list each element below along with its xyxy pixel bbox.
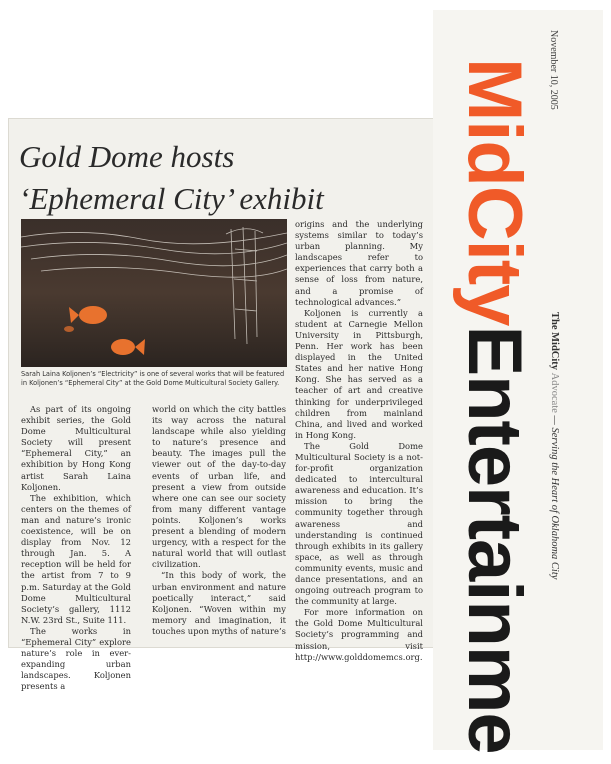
paragraph: The Gold Dome Multicultural Society is a not-for-profit organization dedicated to intercultural awareness and education. It’s mission to bring the community together through awareness and understanding is continued through exhibits in its gallery space, as well as through community events, music and dance presentations, and an ongoing outreach program to the community at large. <box>295 440 423 607</box>
artwork-photo <box>21 219 287 367</box>
article-column-2 <box>152 404 286 637</box>
photo-caption: Sarah Laina Koljonen’s “Electricity” is one of several works that will be featured in Koljonen’s “Ephemeral City” at the Gold Dome Multicultural Society Gallery. <box>21 370 285 387</box>
headline-line-1: Gold Dome hosts <box>19 139 235 174</box>
paragraph: As part of its ongoing exhibit series, the Gold Dome Multicultural Society will present “Ephemeral City,” an exhibition by Hong Kong artist Sarah Laina Koljonen. <box>21 404 131 492</box>
publication-tagline <box>549 312 560 579</box>
paragraph: The works in “Ephemeral City” explore nature’s role in ever-expanding urban landscapes. Koljonen presents a <box>21 625 131 692</box>
article-column-1 <box>21 404 131 692</box>
paragraph: world on which the city battles its way across the natural landscape while also yielding to nature’s presence and beauty. The images pull the viewer out of the day-to-day events of urban life, and present a view from outside where one can see our society from many different vantage points. Koljonen’s works present a blending of modern urgency, with a respect for the natural world that will outlast civilization. <box>152 404 286 570</box>
publication-slogan: — Serving the Heart of Oklahoma City <box>549 415 560 580</box>
issue-date: November 10, 2005 <box>548 30 559 110</box>
article-headline <box>19 136 429 220</box>
masthead-midcity: MidCity <box>452 58 537 326</box>
paragraph: For more information on the Gold Dome Multicultural Society’s programming and mission, visit http://www.golddomemcs.org. <box>295 607 423 662</box>
masthead-entertainment: Entertainme <box>452 325 537 754</box>
paragraph: origins and the underlying systems similar to today’s urban planning. My landscapes refer to experiences that carry both a sense of loss from nature, and a promise of technological advances.” <box>295 219 423 307</box>
publication-advocate: Advocate <box>549 372 560 413</box>
article-column-3 <box>295 219 423 663</box>
publication-name: The MidCity <box>549 312 560 371</box>
paragraph: Koljonen is currently a student at Carnegie Mellon University in Pittsburgh, Penn. Her work has been displayed in the United States and her native Hong Kong. She has served as a teacher of art and creative thinking for underprivileged children from mainland China, and lived and worked in Hong Kong. <box>295 307 423 440</box>
paragraph: The exhibition, which centers on the themes of man and nature’s ironic coexistence, will be on display from Nov. 12 through Jan. 5. A reception will be held for the artist from 7 to 9 p.m. Saturday at the Gold Dome Multicultural Society’s gallery, 1112 N.W. 23rd St., Suite 111. <box>21 492 131 625</box>
headline-line-2: ‘Ephemeral City’ exhibit <box>19 181 324 216</box>
paragraph: “In this body of work, the urban environment and nature poetically interact,” said Koljonen. “Woven within my memory and imagination, it touches upon myths of nature’s <box>152 570 286 636</box>
section-masthead <box>442 58 546 754</box>
